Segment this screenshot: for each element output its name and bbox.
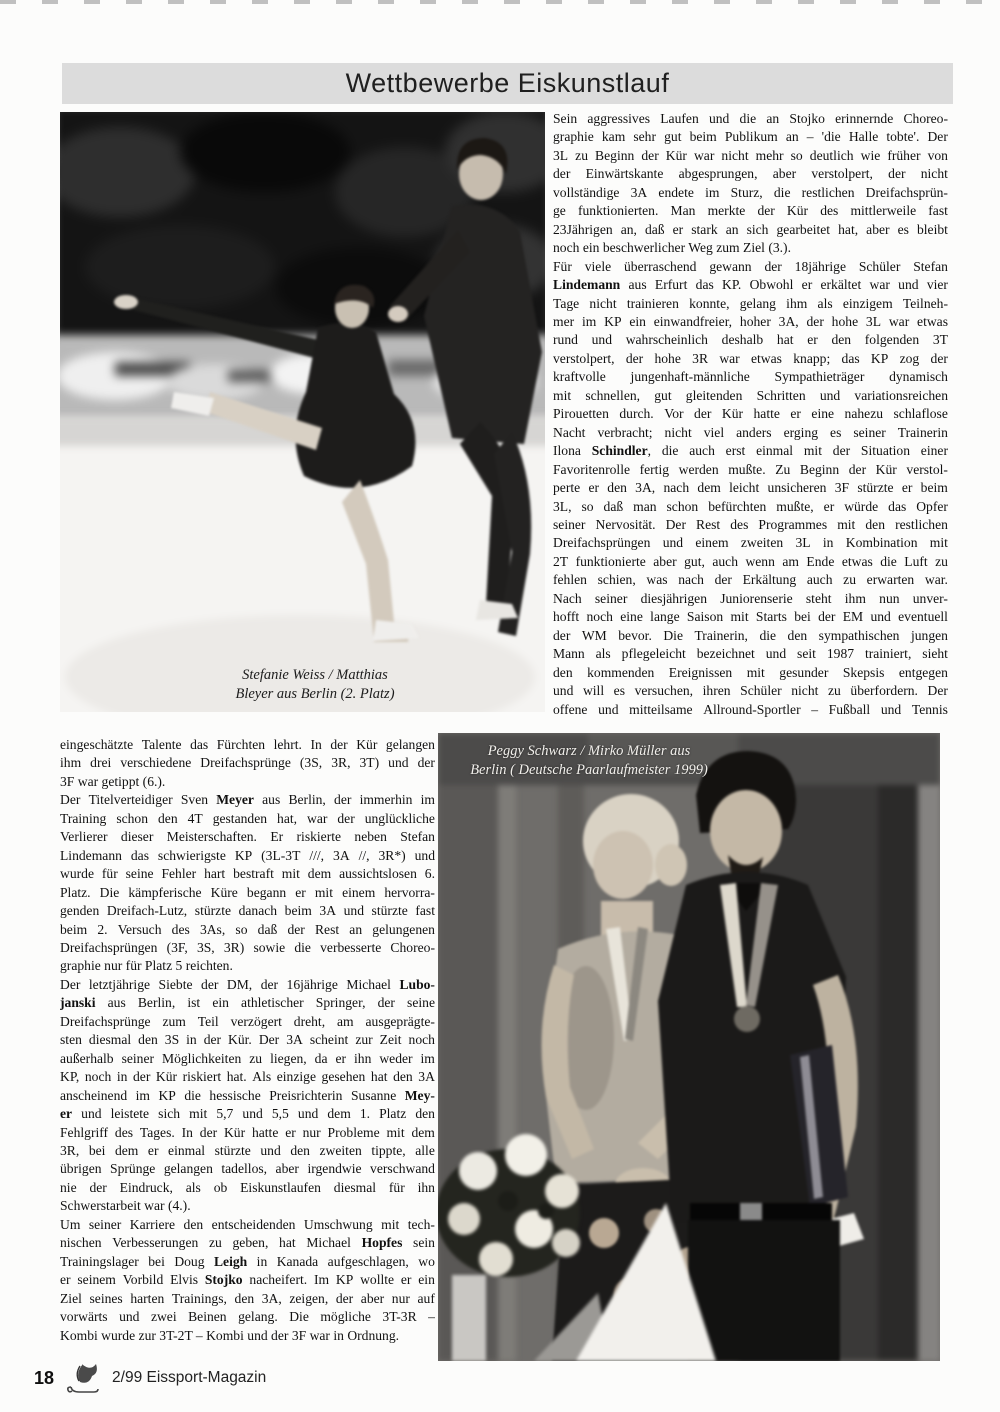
text-line: hofft noch eine lange Saison mit Starts bei der EM und eventuell <box>553 609 948 625</box>
text-line: Fehlgriff des Tages. In der Kür hatte er nur Probleme mit dem <box>60 1124 435 1140</box>
text-line: Training schon den 4T gestanden hat, war der unglückliche <box>60 810 435 826</box>
text-line: ihm drei verschiedene Dreifachsprünge (3S, 3R, 3T) und der <box>60 755 435 771</box>
text-line: der Einwärtskante abgesprungen, aber verstolpert, der nicht <box>553 166 948 182</box>
text-line: 3F war getippt (6.). <box>60 773 166 789</box>
text-line: Lindemann das schwierigste KP (3L-3T ///, 3A //, 3R*) und <box>60 847 435 863</box>
medal-ceremony-photo-illustration <box>438 733 940 1361</box>
text-line: graphie nur für Platz 5 reichten. <box>60 958 233 974</box>
section-title-band <box>62 63 953 104</box>
text-line: Platz. Die kämpferische Küre begann er mit einem hervorra- <box>60 884 435 900</box>
page-number: 18 <box>34 1367 55 1388</box>
text-line: Nacht verbracht; nicht viel anders erging es seiner Trainerin <box>553 424 948 440</box>
text-line: fehlen schien, was nach der Erkältung auch zu erwarten war. <box>553 572 948 588</box>
caption-line: Stefanie Weiss / Matthias <box>242 667 388 683</box>
text-line: Für viele überraschend gewann der 18jährige Schüler Stefan <box>553 258 948 274</box>
text-line: Ziel seines harten Trainings, den 3A, zeigen, der aber nur auf <box>60 1290 435 1306</box>
text-line: Schwerstarbeit war (4.). <box>60 1198 191 1214</box>
text-line: 3L zu Beginn der Kür war nicht mehr so deutlich wie früher von <box>553 147 948 163</box>
text-line: ge funktionierten. Man merkte der Kür des mittlerweile fast <box>553 203 948 219</box>
text-line: Der Titelverteidiger Sven Meyer aus Berlin, der immerhin im <box>60 792 435 808</box>
photo-schwarz-mueller <box>438 733 940 1361</box>
text-line: er seinem Vorbild Elvis Stojko nacheifert. Im KP wollte er ein <box>60 1272 435 1288</box>
text-line: mer im KP ein einwandfreier, hoher 3A, der hohe 3L war etwas <box>553 313 948 329</box>
text-line: noch ein beschwerlicher Weg zum Ziel (3.). <box>553 240 791 256</box>
caption-line: Bleyer aus Berlin (2. Platz) <box>235 686 395 702</box>
issue-label: 2/99 Eissport-Magazin <box>112 1369 267 1386</box>
text-line: Nach seiner diesjährigen Juniorenserie steht ihm nun unver- <box>553 590 948 606</box>
text-line: Um seiner Karriere den entscheidenden Umschwung mit tech- <box>60 1216 435 1232</box>
article-column-right <box>553 107 948 719</box>
text-line: janski aus Berlin, ist ein athletischer Springer, der seine <box>60 995 435 1011</box>
text-line: genden Dreifach-Lutz, stürzte danach beim 3A und stürzte fast <box>60 903 435 919</box>
text-line: sten diesmal den 3S in der Kür. Der 3A scheint zur Zeit noch <box>60 1032 435 1048</box>
text-line: 3R, bei dem er einmal stürzte und den zweiten tippte, alle <box>60 1142 435 1158</box>
text-line: 3L, so daß man schon befürchten mußte, er würde das Opfer <box>553 498 948 514</box>
text-line: verstolpert, der hohe 3R war etwas knapp; das KP zog der <box>553 350 948 366</box>
text-line: 23Jährigen an, daß er stark an sich gearbeitet hat, aber es bleibt <box>553 221 948 237</box>
text-line: vorwärts und zwei Beinen gelang. Die mögliche 3T-3R – <box>60 1309 435 1325</box>
text-line: Dreifachsprüngen und einem zweiten 3L in Kombination mit <box>553 535 948 551</box>
text-line: Dreifachsprünge zum Teil verzögert dreht, am ausgeprägte- <box>60 1013 435 1029</box>
text-line: seiner Nervosität. Der Rest des Programmes mit den restlichen <box>553 516 948 532</box>
text-line: Favoritenrolle fertig werden mußte. Zu Beginn der Kür verstol- <box>553 461 948 477</box>
text-line: Trainingslager bei Doug Leigh in Kanada aufgeschlagen, wo <box>60 1253 435 1269</box>
page-footer <box>34 1360 266 1396</box>
text-line: Dreifachsprüngen (3F, 3S, 3R) sowie die verbesserte Choreo- <box>60 939 435 955</box>
text-line: Ilona Schindler, die auch erst einmal mit der Situation einer <box>553 443 948 459</box>
text-line: Tage nicht trainieren konnte, gelang ihm als einzigem Teilneh- <box>553 295 948 311</box>
text-line: Sein aggressives Laufen und die an Stojko erinnernde Choreo- <box>553 111 948 126</box>
magazine-logo-icon <box>66 1360 100 1396</box>
photo-2-caption <box>444 742 734 780</box>
text-line: den kommenden Ereignissen mit gesunder Skepsis entgegen <box>553 664 948 680</box>
text-line: Pirouetten durch. Vor der Kür hatte er eine nahezu schlaflose <box>553 406 948 422</box>
text-line: übrigen Sprünge gelangen tadellos, aber irgendwie verschwand <box>60 1161 435 1177</box>
article-column-left <box>60 736 435 1345</box>
caption-line: Berlin ( Deutsche Paarlaufmeister 1999) <box>470 762 708 778</box>
text-line: Mann als pflegeleicht bezeichnet und seit 1987 trainiert, sieht <box>553 646 948 662</box>
caption-line: Peggy Schwarz / Mirko Müller aus <box>487 743 691 759</box>
text-line: 2T funktionierte aber gut, auch wenn am Ende etwas die Luft zu <box>553 553 948 569</box>
text-line: Kombi wurde zur 3T-2T – Kombi und der 3F war in Ordnung. <box>60 1327 400 1343</box>
text-line: KP, noch in der Kür riskiert hat. Als einzige gesehen hat den 3A <box>60 1069 435 1085</box>
text-line: der WM bevor. Die Trainerin, die den sympathischen jungen <box>553 627 948 643</box>
text-line: beim 2. Versuch des 3As, so daß der Rest an gelungenen <box>60 921 435 937</box>
text-line: außerhalb seiner Möglichkeiten zu liegen, da er ihn weder im <box>60 1050 435 1066</box>
text-line: perte er den 3A, nach dem leicht unsicheren 3F stürzte er beim <box>553 480 948 496</box>
photo-1-caption <box>165 666 465 704</box>
skating-pair-photo-illustration <box>60 112 545 712</box>
text-line: Der letztjährige Siebte der DM, der 16jährige Michael Lubo- <box>60 976 435 992</box>
text-line: anscheinend im KP die hessische Preisrichterin Susanne Mey- <box>60 1087 435 1103</box>
text-line: rund und wahrscheinlich deshalb hat er den folgenden 3T <box>553 332 948 348</box>
photo-weiss-bleyer <box>60 112 545 712</box>
text-line: Lindemann aus Erfurt das KP. Obwohl er erkältet war und vier <box>553 277 948 293</box>
text-line: und will es versuchen, ihren Schüler nicht zu überfordern. Der <box>553 683 948 699</box>
section-title: Wettbewerbe Eiskunstlauf <box>345 68 670 98</box>
text-line: graphie kam sehr gut beim Publikum an – 'die Halle tobte'. Der <box>553 129 948 145</box>
text-line: er und leistete sich mit 5,7 und 5,5 und dem 1. Platz den <box>60 1106 435 1122</box>
text-line: wurde für seine Fehler hart bestraft mit dem aussichtslosen 6. <box>60 866 435 882</box>
text-line: eingeschätzte Talente das Fürchten lehrt. In der Kür gelangen <box>60 737 435 752</box>
text-line: Verlierer dieser Meisterschaften. Er riskierte neben Stefan <box>60 829 435 845</box>
text-line: vollständige 3A endete im Sturz, die restlichen Dreifachsprün- <box>553 184 948 200</box>
text-line: nie der Eindruck, als ob Eiskunstlaufen diesmal für ihn <box>60 1179 435 1195</box>
page-top-scan-artifact <box>0 0 1000 4</box>
text-line: kraftvolle jungenhaft-männliche Sympathieträger dynamisch <box>553 369 948 385</box>
text-line: nischen Verbesserungen zu geben, hat Michael Hopfes sein <box>60 1235 435 1251</box>
text-line: mit schnellen, gut gleitenden Schritten und variationsreichen <box>553 387 948 403</box>
text-line: offene und mitteilsame Allround-Sportler – Fußball und Tennis <box>553 701 948 717</box>
